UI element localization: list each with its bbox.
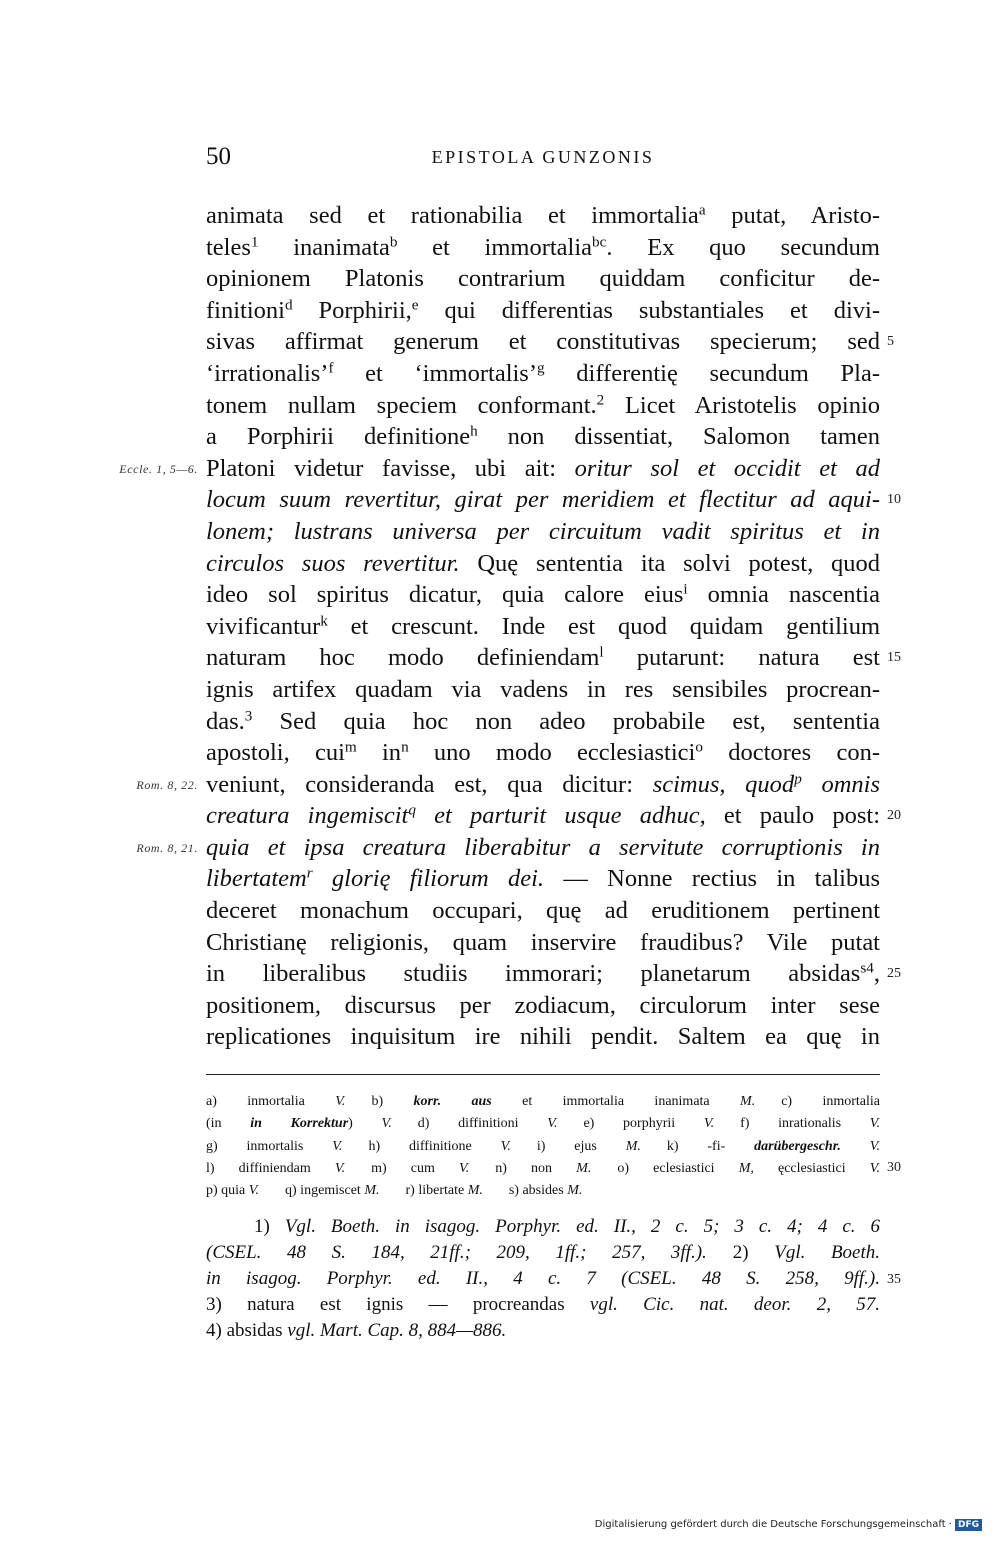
text-line: Platoni videtur favisse, ubi ait: oritur sol et occidit et ad [206,454,881,482]
text-line: ideo sol spiritus dicatur, quia calore eius$^i$ omnia nascentia [206,580,880,609]
text-line: replicationes inquisitum ire nihili pendit. Saltem ea quę in [206,1023,880,1051]
margin-reference: Eccle. 1, 5—6. [119,461,198,476]
text-line: ‘irrationalis’$^f$ et ‘immortalis’$^g$ differentię secundum Pla- [206,359,880,387]
text-line: deceret monachum occupari, quę ad eruditionem pertinent [206,897,880,925]
apparatus-line: l) diffiniendam V. m) cum V. n) non M. o) eclesiastici M, ęcclesiastici V. [206,1160,880,1176]
text-line: a Porphirii definitione$^h$ non dissentiat, Salomon tamen [206,422,881,451]
line-number: 10 [887,492,901,508]
text-line: locum suum revertitur, girat per meridiem et flectitur ad aqui- [206,486,880,514]
dfg-credit [595,1519,982,1531]
running-title: EPISTOLA GUNZONIS [431,147,655,167]
note-line: 4) absidas vgl. Mart. Cap. 8, 884—886. [206,1320,507,1341]
text-line: opinionem Platonis contrarium quiddam conficitur de- [206,265,880,293]
margin-reference: Rom. 8, 21. [136,841,198,855]
note-line: (CSEL. 48 S. 184, 21ff.; 209, 1ff.; 257, 3ff.). 2) Vgl. Boeth. [206,1242,881,1263]
line-number: 20 [887,808,901,824]
text-line: finitioni$^d$ Porphirii,$^e$ qui differentias substantiales et divi- [206,296,880,324]
page-number: 50 [206,143,231,170]
line-number: 15 [887,650,901,666]
apparatus-line: (in in Korrektur) V. d) diffinitioni V. e) porphyrii V. f) inrationalis V. [206,1116,881,1132]
text-line: sivas affirmat generum et constitutivas specierum; sed [206,328,880,356]
text-line: naturam hoc modo definiendam$^l$ putarunt: natura est [206,643,880,672]
text-line: ignis artifex quadam via vadens in res sensibiles procrean- [206,675,880,703]
text-line: apostoli, cui$^m$ $in^n$ uno modo ecclesiastici$^o$ doctores con- [206,738,881,767]
text-line: teles$^1$ inanimata$^b$ et immortalia$^{bc}$. Ex quo secundum [206,233,880,261]
margin-reference: Rom. 8, 22. [136,777,198,792]
line-number: 5 [887,334,894,350]
apparatus-criticus [206,1091,880,1202]
note-line: 3) natura est ignis — procreandas vgl. Cic. nat. deor. 2, 57. [206,1294,880,1315]
text-line: libertatem$^r$ glorię filiorum dei. — Nonne rectius in talibus [206,865,880,893]
text-line: circulos suos revertitur. Quę sententia ita solvi potest, quod [206,549,880,577]
line-number: 30 [887,1159,901,1175]
apparatus-line: p) quia V. q) ingemiscet M. r) libertate M. s) absides M. [206,1183,583,1199]
main-text [206,200,880,1053]
page-header [206,143,880,179]
line-number: 35 [887,1272,901,1287]
source-notes [206,1214,880,1344]
text-line: vivificantur$^k$ et crescunt. Inde est quod quidam gentilium [206,612,880,640]
text-line: das.$^3$ Sed quia hoc non adeo probabile est, sententia [206,707,880,735]
text-line: creatura ingemiscit$^q$ et parturit usque adhuc, et paulo post: [206,801,880,830]
footnote-rule [206,1074,880,1075]
note-line: in isagog. Porphyr. ed. II., 4 c. 7 (CSEL. 48 S. 258, 9ff.). [206,1268,880,1289]
text-line: positionem, discursus per zodiacum, circulorum inter sese [206,991,880,1019]
dfg-logo: DFG [955,1519,982,1531]
apparatus-line: g) inmortalis V. h) diffinitione V. i) ejus M. k) -fi- darübergeschr. V. [206,1138,880,1154]
text-line: lonem; lustrans universa per circuitum vadit spiritus et in [206,517,880,545]
text-line: in liberalibus studiis immorari; planetarum absidas$^{s4}$, [206,959,880,988]
text-line: animata sed et rationabilia et immortalia$^a$ putat, Aristo- [206,201,881,229]
note-line: 1) Vgl. Boeth. in isagog. Porphyr. ed. II., 2 c. 5; 3 c. 4; 4 c. 6 [254,1216,880,1237]
text-line: tonem nullam speciem conformant.$^2$ Licet Aristotelis opinio [206,391,880,419]
text-line: veniunt, consideranda est, qua dicitur: scimus, quod$^p$ omnis [206,770,880,798]
text-line: quia et ipsa creatura liberabitur a servitute corruptionis in [206,833,880,861]
apparatus-line: a) inmortalia V. b) korr. aus et immortalia inanimata M. c) inmortalia [206,1094,881,1109]
line-number: 25 [887,966,901,982]
text-line: Christianę religionis, quam inservire fraudibus? Vile putat [206,928,880,956]
credit-text: Digitalisierung gefördert durch die Deutsche Forschungsgemeinschaft · [594,1519,952,1530]
